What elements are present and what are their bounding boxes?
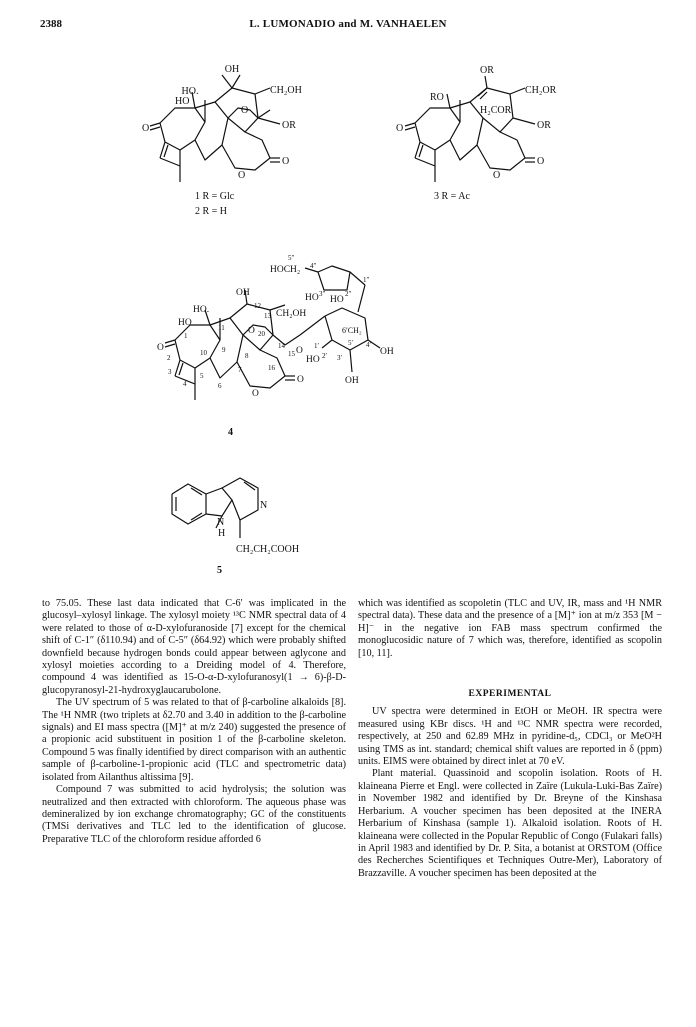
s4-c7: 7: [238, 366, 242, 374]
s4-o-lactone: O: [252, 389, 259, 399]
s5-side-chain: CH₂CH₂COOH: [236, 544, 300, 555]
s5-h-indole: H: [218, 528, 226, 539]
right-paragraph-2: UV spectra were determined in EtOH or MeOH. IR spectra were measured using KBr discs. ¹H and ¹³C NMR spectra were recorded, respectively, at 250 and 62.89 MHz in pyridine-d₅, CDCl₃ or MeO²H using TMS as int. standard; chemical shift values are reported in δ (ppm) units. EIMS were obtained by direct inlet at 70 eV.: [358, 706, 662, 768]
s4-c5pp: 5″: [288, 254, 295, 262]
s4-c11: 11: [218, 324, 225, 332]
s3-o-carbonyl: O: [537, 156, 545, 167]
right-paragraph-3: Plant material. Quassinoid and scopolin isolation. Roots of H. klaineana Pierre et Engl. were collected in Zaïre (Lukula-Luki-Bas Zaïre) in November 1982 and identified by Dr. Breyne of the Kinshasa Herbarium. A voucher specimen has been deposited at the INERA Herbarium of Kinshasa (sample 1). Alkaloid isolation. Roots of H. klaineana were collected in the Popular Republic of Congo (Fulakari falls) in April 1983 and identified by Dr. P. Sita, a botanist at ORSTOM (Office des Recherches Scientifiques et Techniques Outre-Mer), Laboratory of Brazzaville. A voucher specimen has been deposited at the: [358, 768, 662, 879]
s4-hoch2: HOCH₂: [270, 265, 301, 275]
s4-ho-b: HO: [178, 318, 192, 328]
s4-c3p: 3′: [337, 354, 343, 362]
s4-c1p: 1′: [314, 342, 320, 350]
s1-or: OR: [282, 120, 296, 131]
s4-c20: 20: [258, 330, 265, 338]
s4-ho-2p: HO: [306, 355, 320, 365]
s3-or-right: OR: [537, 120, 551, 131]
s1-o-carbonyl: O: [282, 156, 290, 167]
s1-o-ketone: O: [142, 123, 150, 134]
right-column: [358, 598, 662, 880]
left-paragraph-3: Compound 7 was submitted to acid hydrolysis; the solution was neutralized and then extracted with chloroform. The aqueous phase was demineralized by ion exchange chromatography; GC of the constituents (TMSi derivatives and TLC led to the identification of glucose. Preparative TLC of the chloroform residue afforded 6: [42, 784, 346, 845]
s4-ch2oh: CH₂OH: [276, 309, 307, 319]
s4-ho-2pp: HO: [330, 295, 344, 305]
structure-3-bonds: [405, 76, 535, 182]
s4-o-carbonyl: O: [297, 375, 304, 385]
s4-c4p: 4′: [366, 341, 372, 349]
s4-c10: 10: [200, 349, 207, 357]
s1-o-bridge: O: [241, 105, 249, 116]
s1-oh-top: OH: [224, 64, 240, 75]
caption-structure-5: 5: [217, 565, 222, 576]
s4-oh-4p: OH: [380, 347, 394, 357]
s4-c15: 15: [288, 350, 295, 358]
section-heading-experimental: EXPERIMENTAL: [468, 689, 552, 700]
structure-1-2-bonds: [150, 75, 280, 182]
s3-o-lactone: O: [493, 170, 501, 181]
s3-o-ketone: O: [396, 123, 404, 134]
right-paragraph-1: which was identified as scopoletin (TLC and UV, IR, mass and ¹H NMR spectral data). These data and the presence of a [M]⁺ ion at m/z 353 [M − H]⁻ in the negative ion FAB mass spectrum confirmed the monoglucosidic nature of 7 which was, therefore, identified as scopolin [10, 11].: [358, 598, 662, 659]
s4-c3: 3: [168, 368, 172, 376]
s4-o-link: O: [296, 346, 303, 356]
s4-c12: 12: [254, 302, 261, 310]
running-title: L. LUMONADIO and M. VANHAELEN: [249, 18, 447, 30]
s4-c14: 14: [278, 342, 285, 350]
page-number: 2388: [40, 18, 62, 30]
left-paragraph-2: The UV spectrum of 5 was related to that of β-carboline alkaloids [8]. The ¹H NMR (two triplets at δ2.70 and 3.40 in addition to the β-carboline signals) and EI mass spectra ([M]⁺ at m/z 240) suggested the presence of a propionic acid substituent in position 1 of the β-carboline skeleton. Compound 5 was finally identified by direct comparison with an authentic sample of β-carboline-1-propionic acid (TLC and spectrometric data) isolated from Ailanthus altissima [9].: [42, 697, 346, 783]
s1-o-lactone: O: [238, 170, 246, 181]
s5-n-indole: N: [217, 517, 225, 528]
s1-ho-left: HO: [175, 96, 190, 107]
s4-oh-3p: OH: [345, 376, 359, 386]
s3-ch2or: CH₂OR: [525, 85, 557, 96]
s4-c4: 4: [183, 380, 187, 388]
s5-n-pyridine: N: [260, 500, 268, 511]
s4-c5: 5: [200, 372, 204, 380]
s3-h2cor: H₂COR: [480, 105, 512, 116]
s4-ho-a: HO.: [193, 305, 210, 315]
caption-structure-1: 1 R = Glc: [195, 191, 235, 202]
s4-ho-3pp: HO: [305, 293, 319, 303]
s4-o-bridge: O: [248, 326, 255, 336]
s1-ch2oh: CH₂OH: [270, 85, 302, 96]
s3-or-top: OR: [480, 65, 494, 76]
s3-ro: RO: [430, 92, 444, 103]
s4-c16: 16: [268, 364, 275, 372]
s4-o-ketone: O: [157, 343, 164, 353]
left-column: [42, 598, 346, 846]
s1-ho-top: HO.: [181, 86, 199, 97]
s4-c6: 6: [218, 382, 222, 390]
structure-5-bonds: [172, 478, 258, 538]
caption-structure-4: 4: [228, 427, 233, 438]
s4-c1pp: 1″: [363, 276, 370, 284]
left-paragraph-1: to 75.05. These last data indicated that C-6′ was implicated in the glucosyl–xylosyl linkage. The xylosyl moiety ¹³C NMR spectral data of 4 were related to those of α-D-xylofuranoside [7] except for the chemical shift of C-1″ (δ110.94) and of C-5″ (δ64.92) which were probably shifted downfield because hydrogen bonds could appear between aglycone and xylosyl moieties according to a Dreiding model of 4. Therefore, compound 4 was identified as 15-O-α-D-xylofuranosyl(1 → 6)-β-D-glucopyranosyl-21-hydroxyglaucarubolone.: [42, 598, 346, 696]
s4-c3pp: 3″: [319, 290, 326, 298]
s4-c2pp: 2″: [345, 290, 352, 298]
s4-c5p: 5′: [348, 339, 354, 347]
s4-c6p: 6′CH₂: [342, 326, 362, 335]
s4-c1: 1: [184, 332, 188, 340]
caption-structure-3: 3 R = Ac: [434, 191, 470, 202]
s4-c2: 2: [167, 354, 171, 362]
s4-c4pp: 4″: [310, 262, 317, 270]
s4-c2p: 2′: [322, 352, 328, 360]
s4-oh-top: OH: [236, 288, 250, 298]
s4-c8: 8: [245, 352, 249, 360]
s4-c13: 13: [264, 312, 271, 320]
caption-structure-2: 2 R = H: [195, 206, 228, 217]
s4-c9: 9: [222, 346, 226, 354]
